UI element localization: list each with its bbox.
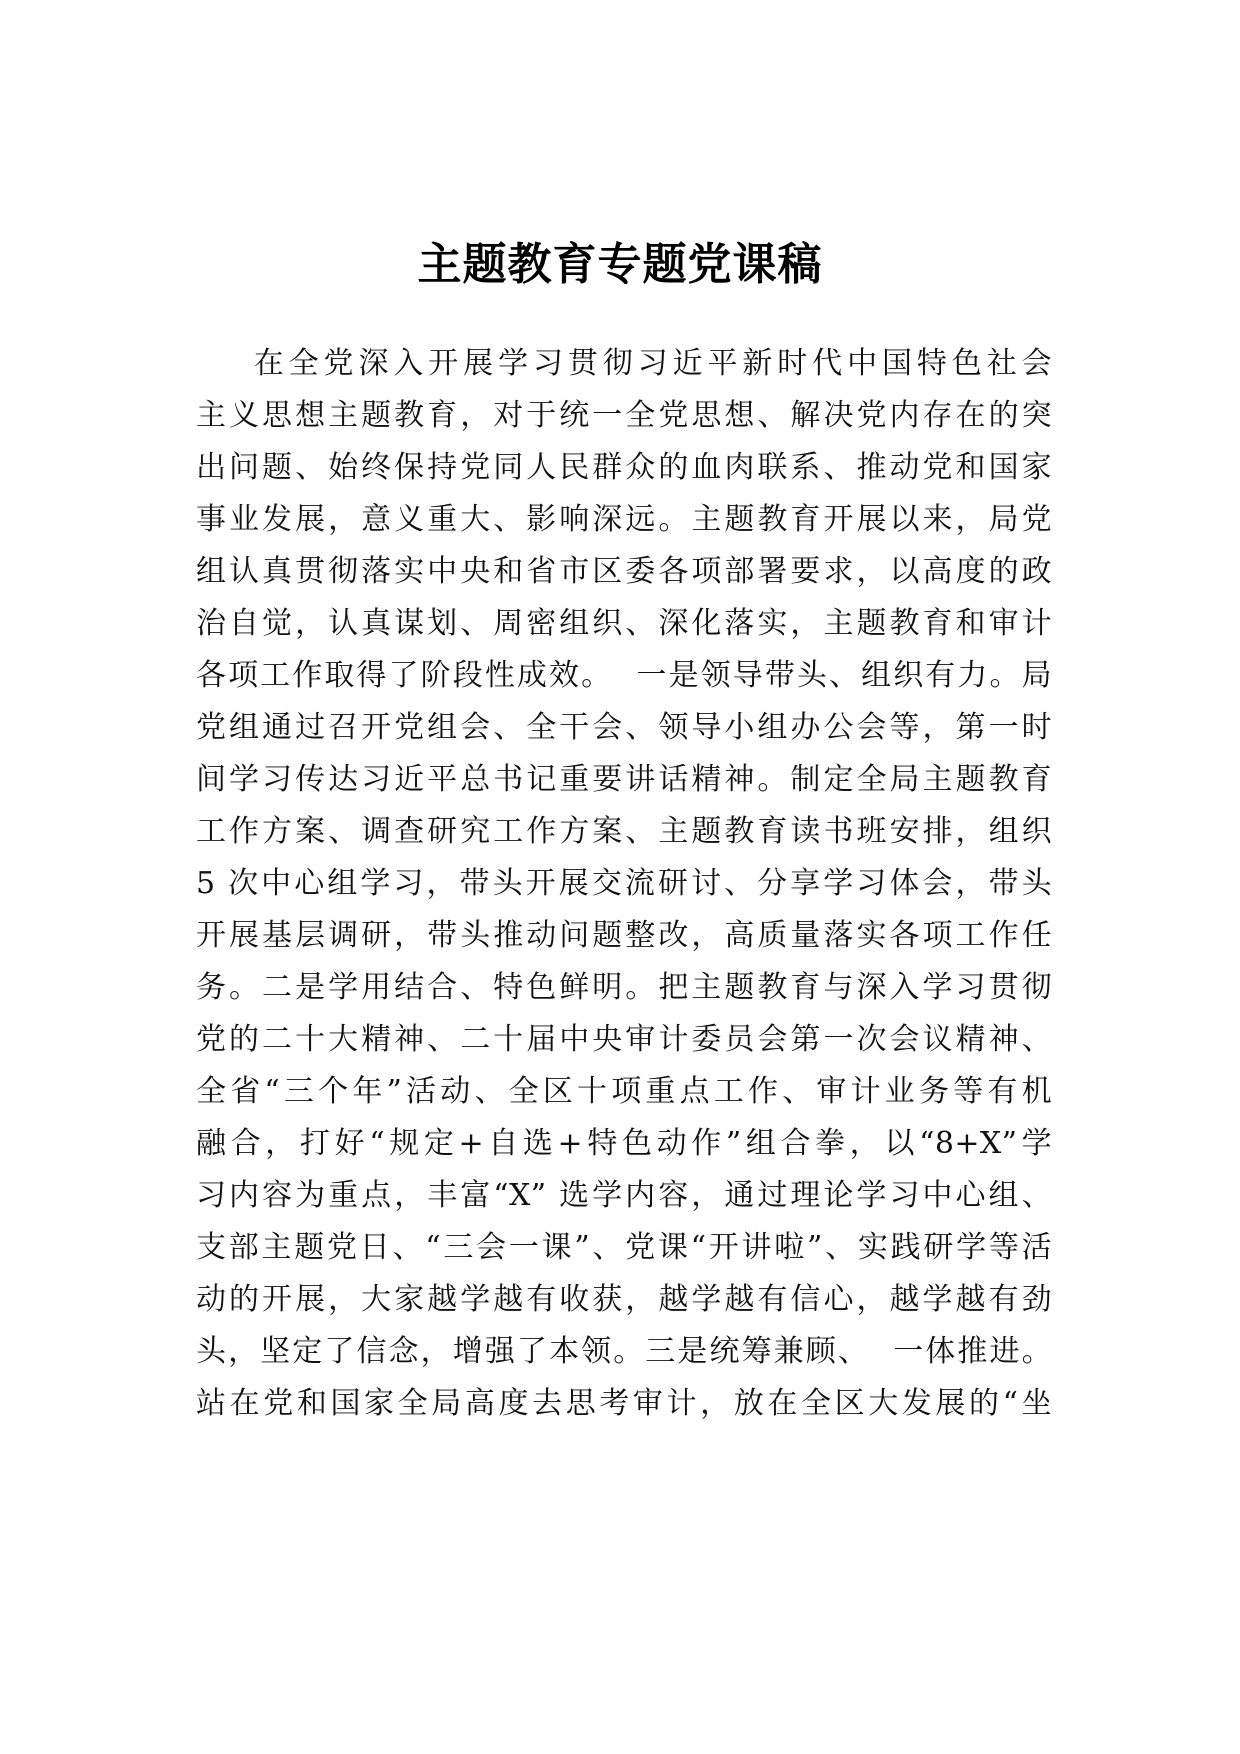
body-line: 党组通过召开党组会、全干会、领导小组办公会等，第一时: [196, 710, 1052, 745]
body-line: 各项工作取得了阶段性成效。 一是领导带头、组织有力。局: [196, 658, 1052, 693]
body-line: 头，坚定了信念，增强了本领。三是统筹兼顾、 一体推进。: [196, 1334, 1052, 1369]
body-line: 间学习传达习近平总书记重要讲话精神。制定全局主题教育: [196, 762, 1052, 797]
body-line: 习内容为重点，丰富“X” 选学内容，通过理论学习中心组、: [196, 1178, 1052, 1213]
body-line: 开展基层调研，带头推动问题整改，高质量落实各项工作任: [196, 918, 1052, 953]
body-line: 融合，打好“规定+自选+特色动作”组合拳，以“8+X”学: [196, 1126, 1052, 1161]
body-line: 站在党和国家全局高度去思考审计，放在全区大发展的“坐: [196, 1386, 1052, 1421]
body-line: 支部主题党日、“三会一课”、党课“开讲啦”、实践研学等活: [196, 1230, 1052, 1265]
body-line: 主义思想主题教育，对于统一全党思想、解决党内存在的突: [196, 398, 1052, 433]
body-line: 组认真贯彻落实中央和省市区委各项部署要求，以高度的政: [196, 554, 1052, 589]
body-line: 事业发展，意义重大、影响深远。主题教育开展以来，局党: [196, 502, 1052, 537]
body-line: 治自觉，认真谋划、周密组织、深化落实，主题教育和审计: [196, 606, 1052, 641]
body-line: 全省“三个年”活动、全区十项重点工作、审计业务等有机: [196, 1074, 1052, 1109]
body-line: 动的开展，大家越学越有收获，越学越有信心，越学越有劲: [196, 1282, 1052, 1317]
body-line: 出问题、始终保持党同人民群众的血肉联系、推动党和国家: [196, 450, 1052, 485]
body-line: 党的二十大精神、二十届中央审计委员会第一次会议精神、: [196, 1022, 1052, 1057]
body-line: 工作方案、调查研究工作方案、主题教育读书班安排，组织: [196, 814, 1052, 849]
body-line: 在全党深入开展学习贯彻习近平新时代中国特色社会: [196, 346, 1052, 381]
body-line: 5 次中心组学习，带头开展交流研讨、分享学习体会，带头: [196, 866, 1052, 901]
body-line: 务。二是学用结合、特色鲜明。把主题教育与深入学习贯彻: [196, 970, 1052, 1005]
document-title: 主题教育专题党课稿: [417, 239, 823, 291]
document-body: [196, 338, 1052, 1430]
